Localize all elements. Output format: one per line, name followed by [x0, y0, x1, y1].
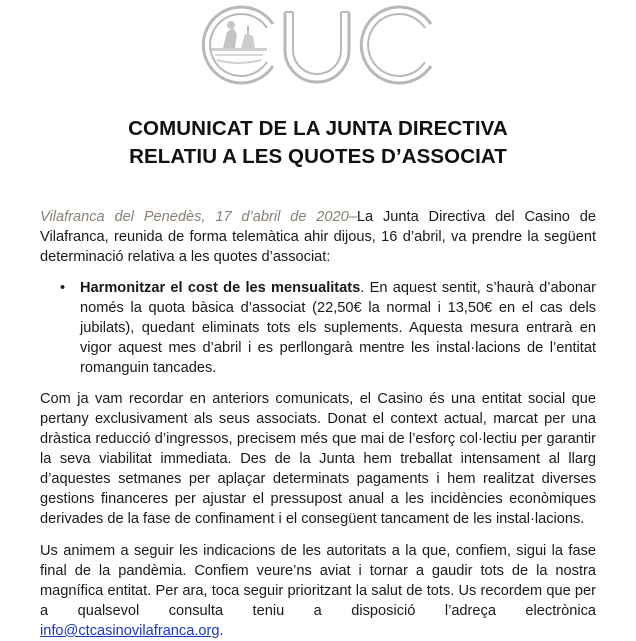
logo-letter-c-left: [203, 7, 273, 83]
bullet-mark: •: [60, 280, 66, 296]
paragraph-3: [40, 541, 596, 641]
paragraph-3-end: .: [219, 623, 224, 639]
cuc-logo-graphic: [197, 4, 437, 86]
intro-text: La Junta Directiva del Casino de Vilafranca, reunida de forma telemàtica ahir dijous, 16 d’abril, va prendre la següent determinació relativa a les quotes d’associat:: [40, 209, 597, 265]
email-link[interactable]: info@ctcasinovilafranca.org: [40, 623, 220, 639]
paragraph-3-text: Us animem a seguir les indicacions de les autoritats a la que, confiem, sigui la fase final de la pandèmia. Confiem veure’ns aviat i tornar a gaudir tots de la nostra magnífica entitat. Per ara, toca seguir prioritzant la salut de tots. Us recordem que per a qualsevol consulta teniu a disposició l’adreça electrònica: [40, 543, 596, 619]
bullet-heading: Harmonitzar el cost de les mensualitats: [80, 280, 361, 296]
cuc-logo: [197, 4, 437, 86]
logo-letter-u: [285, 12, 349, 82]
title-line-1: COMUNICAT DE LA JUNTA DIRECTIVA: [128, 117, 508, 140]
emblem-icon: [211, 21, 267, 63]
bullet-item: [60, 278, 596, 378]
page-title: [0, 115, 636, 171]
paragraph-2: Com ja vam recordar en anteriors comunicats, el Casino és una entitat social que pertany exclusivament als seus associats. Donat el context actual, marcat per una dràstica reducció d’ingressos, precisem més que mai de l’esforç col·lectiu per garantir la seva viabilitat immediata. Des de la Junta hem treballat intensament al llarg d’aquestes setmanes per aplaçar determinats pagaments i hem realitzat diverses gestions financeres per ajustar el pressupost anual a les incidències econòmiques derivades de la fase de confinament i el consegüent tancament de les instal·lacions.: [40, 391, 596, 527]
dateline-dash: –: [348, 209, 357, 225]
title-line-2: RELATIU A LES QUOTES D’ASSOCIAT: [129, 145, 507, 168]
dateline: Vilafranca del Penedès, 17 d’abril de 2020: [40, 209, 349, 225]
bullet-text: . En aquest sentit, s’haurà d’abonar només la quota bàsica d’associat (22,50€ la normal i 13,50€ en el cas dels jubilats), quedant eliminats tots els suplements. Aquesta mesura entrarà en vigor aquest mes d’abril i es perllongarà mentre les instal·lacions de l’entitat romanguin tancades.: [80, 280, 596, 376]
logo-letter-c-right: [361, 7, 431, 83]
intro-paragraph: [40, 207, 596, 267]
